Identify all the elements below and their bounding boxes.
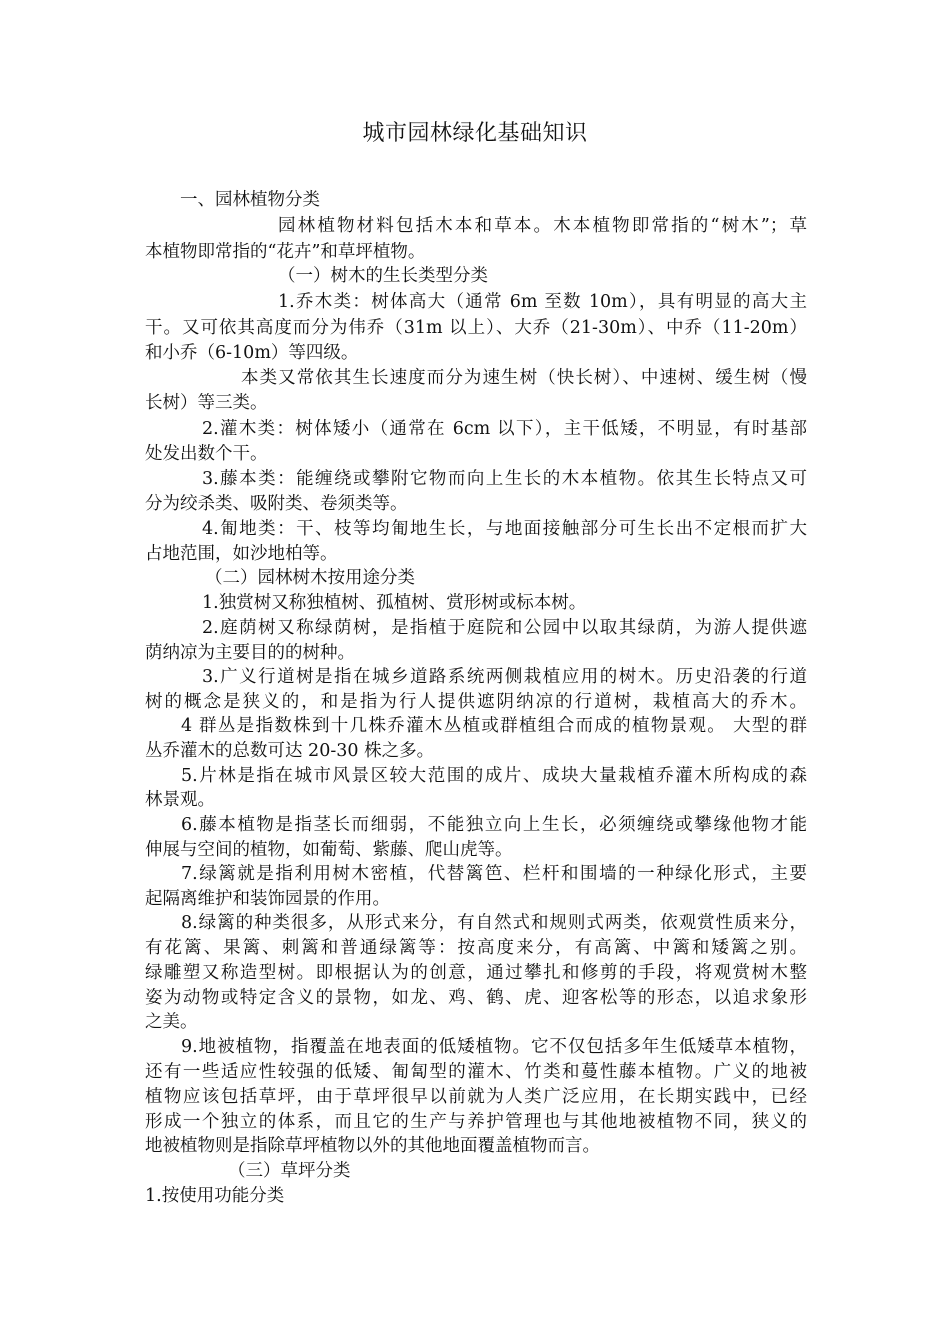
heading-subsection-2: （二）园林树木按用途分类 bbox=[205, 568, 415, 588]
paragraph-line: 1.按使用功能分类 bbox=[145, 1186, 285, 1206]
paragraph-line: 8.绿篱的种类很多，从形式来分，有自然式和规则式两类，依观赏性质来分， bbox=[181, 913, 807, 933]
paragraph-line: 荫纳凉为主要目的的树种。 bbox=[145, 643, 355, 663]
paragraph-line: 9.地被植物，指覆盖在地表面的低矮植物。它不仅包括多年生低矮草本植物， bbox=[181, 1037, 807, 1057]
paragraph-line: 本植物即常指的“花卉”和草坪植物。 bbox=[145, 242, 426, 262]
paragraph-line: 和小乔（6-10m）等四级。 bbox=[145, 343, 359, 363]
paragraph-line: 起隔离维护和装饰园景的作用。 bbox=[145, 889, 390, 909]
paragraph-line: 2.庭荫树又称绿荫树，是指植于庭院和公园中以取其绿荫，为游人提供遮 bbox=[202, 618, 807, 638]
heading-subsection-3: （三）草坪分类 bbox=[228, 1161, 351, 1181]
paragraph-line: 5.片林是指在城市风景区较大范围的成片、成块大量栽植乔灌木所构成的森 bbox=[181, 766, 807, 786]
paragraph-line: 本类又常依其生长速度而分为速生树（快长树）、中速树、缓生树（慢 bbox=[241, 368, 807, 388]
paragraph-line: 1.乔木类：树体高大（通常 6m 至数 10m），具有明显的高大主 bbox=[278, 292, 807, 312]
paragraph-line: 有花篱、果篱、刺篱和普通绿篱等：按高度来分，有高篱、中篱和矮篱之别。 bbox=[145, 938, 807, 958]
paragraph-line: 地被植物则是指除草坪植物以外的其他地面覆盖植物而言。 bbox=[145, 1136, 600, 1156]
heading-subsection-1: （一）树木的生长类型分类 bbox=[278, 266, 488, 286]
paragraph-line: 4.匍地类：干、枝等均匍地生长，与地面接触部分可生长出不定根而扩大 bbox=[202, 519, 807, 539]
paragraph-line: 4 群丛是指数株到十几株乔灌木丛植或群植组合而成的植物景观。 大型的群 bbox=[181, 716, 807, 736]
document-title: 城市园林绿化基础知识 bbox=[362, 121, 588, 146]
paragraph-line: 绿雕塑又称造型树。即根据认为的创意，通过攀扎和修剪的手段，将观赏树木整 bbox=[145, 963, 807, 983]
paragraph-line: 处发出数个干。 bbox=[145, 444, 268, 464]
paragraph-line: 占地范围，如沙地柏等。 bbox=[145, 544, 338, 564]
heading-section-1: 一、园林植物分类 bbox=[180, 190, 320, 210]
paragraph-line: 还有一些适应性较强的低矮、匍匐型的灌木、竹类和蔓性藤本植物。广义的地被 bbox=[145, 1062, 807, 1082]
paragraph-line: 长树）等三类。 bbox=[145, 393, 268, 413]
paragraph-line: 林景观。 bbox=[145, 790, 215, 810]
paragraph-line: 3.藤本类：能缠绕或攀附它物而向上生长的木本植物。依其生长特点又可 bbox=[202, 469, 807, 489]
paragraph-line: 干。又可依其高度而分为伟乔（31m 以上）、大乔（21-30m）、中乔（11-20m） bbox=[145, 318, 807, 338]
paragraph-line: 3.广义行道树是指在城乡道路系统两侧栽植应用的树木。历史沿袭的行道 bbox=[202, 667, 807, 687]
paragraph-line: 6.藤本植物是指茎长而细弱，不能独立向上生长，必须缠绕或攀缘他物才能 bbox=[181, 815, 807, 835]
paragraph-line: 之美。 bbox=[145, 1012, 198, 1032]
paragraph-line: 植物应该包括草坪，由于草坪很早以前就为人类广泛应用，在长期实践中，已经 bbox=[145, 1087, 807, 1107]
paragraph-line: 伸展与空间的植物，如葡萄、紫藤、爬山虎等。 bbox=[145, 840, 513, 860]
paragraph-line: 园林植物材料包括木本和草本。木本植物即常指的“树木”；草 bbox=[278, 216, 807, 236]
paragraph-line: 树的概念是狭义的，和是指为行人提供遮阴纳凉的行道树，栽植高大的乔木。 bbox=[145, 692, 807, 712]
paragraph-line: 1.独赏树又称独植树、孤植树、赏形树或标本树。 bbox=[202, 593, 587, 613]
paragraph-line: 姿为动物或特定含义的景物，如龙、鸡、鹤、虎、迎客松等的形态，以追求象形 bbox=[145, 988, 807, 1008]
paragraph-line: 形成一个独立的体系，而且它的生产与养护管理也与其他地被植物不同，狭义的 bbox=[145, 1112, 807, 1132]
paragraph-line: 7.绿篱就是指利用树木密植，代替篱笆、栏杆和围墙的一种绿化形式，主要 bbox=[181, 864, 807, 884]
paragraph-line: 2.灌木类：树体矮小（通常在 6cm 以下），主干低矮，不明显，有时基部 bbox=[202, 419, 807, 439]
paragraph-line: 丛乔灌木的总数可达 20-30 株之多。 bbox=[145, 741, 435, 761]
paragraph-line: 分为绞杀类、吸附类、卷须类等。 bbox=[145, 494, 408, 514]
